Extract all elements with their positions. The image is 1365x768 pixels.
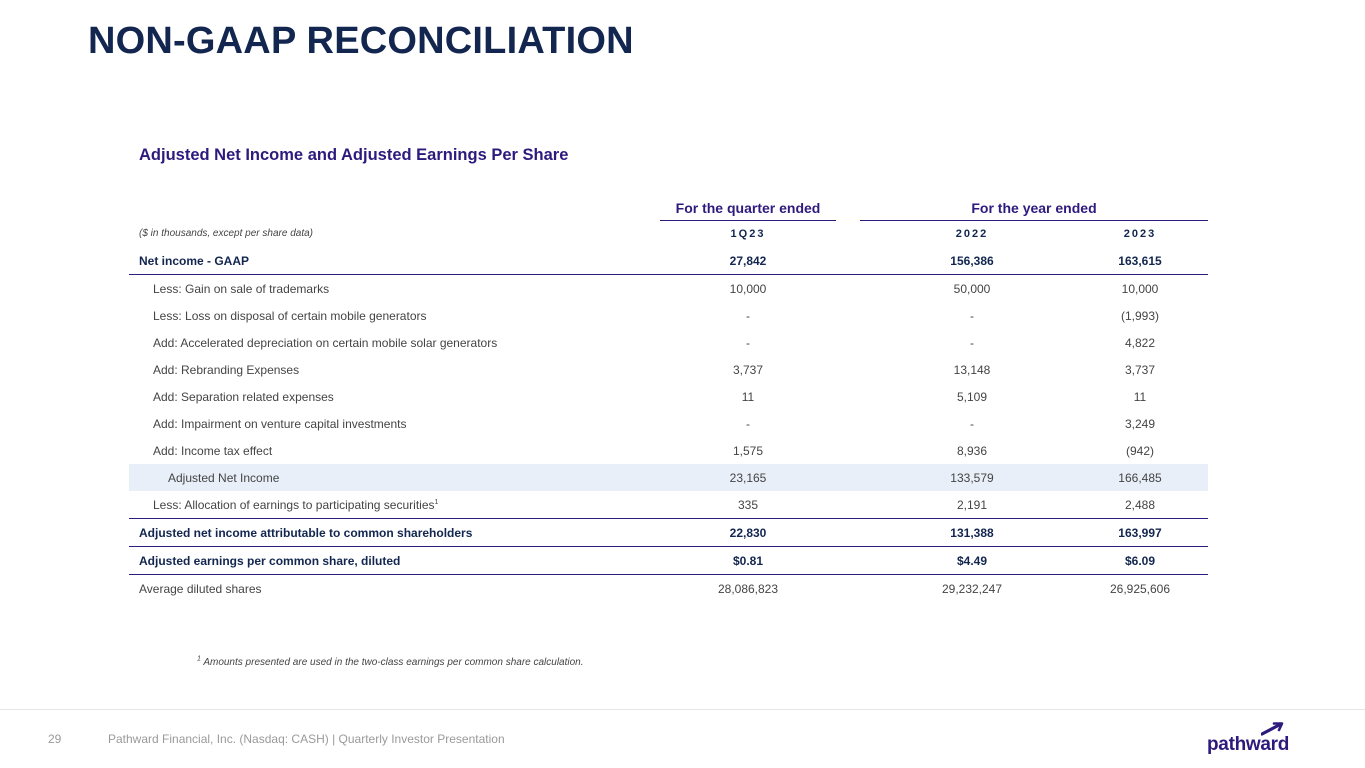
cell-value: 166,485 (1118, 470, 1162, 485)
table-row (129, 275, 1208, 302)
table-row (129, 519, 1208, 547)
cell-value: - (746, 416, 750, 431)
row-label: Adjusted earnings per common share, diluted (139, 553, 401, 568)
cell-value: 10,000 (729, 281, 767, 296)
cell-value: 5,109 (956, 389, 988, 404)
table-row (129, 302, 1208, 329)
cell-value: 13,148 (953, 362, 991, 377)
row-label: Add: Separation related expenses (153, 389, 334, 404)
cell-value: 4,822 (1124, 335, 1156, 350)
cell-value: 10,000 (1121, 281, 1159, 296)
table-row (129, 356, 1208, 383)
pathward-logo (1205, 722, 1297, 756)
table-row (129, 547, 1208, 575)
row-label: Add: Rebranding Expenses (153, 362, 300, 377)
cell-value: 23,165 (729, 470, 767, 485)
units-note: ($ in thousands, except per share data) (139, 228, 313, 239)
row-label: Add: Impairment on venture capital investments (153, 416, 407, 431)
cell-value: 28,086,823 (717, 581, 779, 596)
row-label: Average diluted shares (139, 581, 262, 596)
table-header-row (129, 220, 1208, 247)
cell-value: 8,936 (956, 443, 988, 458)
column-header-2023: 2023 (1123, 227, 1157, 240)
cell-value: 133,579 (950, 470, 994, 485)
footnote-marker: 1 (197, 655, 201, 663)
page-number: 29 (48, 732, 62, 746)
column-header-1q23: 1Q23 (730, 227, 766, 240)
footnote (197, 657, 584, 668)
group-header-year: For the year ended (860, 200, 1208, 221)
cell-value: $4.49 (956, 553, 988, 568)
cell-value: $0.81 (732, 553, 764, 568)
cell-value: (1,993) (1120, 308, 1160, 323)
logo-wordmark: pathward (1207, 734, 1290, 755)
footer-text: Pathward Financial, Inc. (Nasdaq: CASH) | Quarterly Investor Presentation (108, 732, 505, 746)
footer-divider (0, 709, 1365, 710)
footnote-marker: 1 (434, 498, 439, 506)
cell-value: 3,737 (732, 362, 764, 377)
cell-value: - (970, 416, 974, 431)
page-title: NON-GAAP RECONCILIATION (88, 20, 634, 62)
cell-value: 163,997 (1118, 525, 1162, 540)
cell-value: 11 (741, 389, 755, 404)
cell-value: (942) (1125, 443, 1154, 458)
table-row (129, 410, 1208, 437)
table-row (129, 437, 1208, 464)
cell-value: 1,575 (732, 443, 764, 458)
group-header-quarter: For the quarter ended (660, 200, 836, 221)
cell-value: 156,386 (950, 253, 994, 268)
cell-value: 11 (1133, 389, 1147, 404)
table-row (129, 329, 1208, 356)
column-header-2022: 2022 (955, 227, 989, 240)
cell-value: 27,842 (729, 253, 767, 268)
row-label: Net income - GAAP (139, 253, 250, 268)
cell-value: $6.09 (1124, 553, 1156, 568)
cell-value: 3,737 (1124, 362, 1156, 377)
row-label-text: Less: Allocation of earnings to participating securities (153, 497, 435, 512)
cell-value: - (970, 308, 974, 323)
table-row (129, 575, 1208, 602)
footnote-text: Amounts presented are used in the two-class earnings per common share calculation. (200, 657, 584, 668)
row-label: Adjusted Net Income (168, 470, 280, 485)
table-subtitle: Adjusted Net Income and Adjusted Earnings Per Share (139, 146, 569, 164)
cell-value: 131,388 (950, 525, 994, 540)
table-row-subtotal (129, 464, 1208, 491)
row-label: Less: Loss on disposal of certain mobile generators (153, 308, 427, 323)
reconciliation-table (129, 220, 1208, 602)
cell-value: 26,925,606 (1109, 581, 1171, 596)
row-label: Adjusted net income attributable to common shareholders (139, 525, 473, 540)
cell-value: 2,191 (956, 497, 988, 512)
cell-value: 163,615 (1118, 253, 1162, 268)
cell-value: 2,488 (1124, 497, 1156, 512)
cell-value: 29,232,247 (941, 581, 1003, 596)
cell-value: 3,249 (1124, 416, 1156, 431)
table-row (129, 383, 1208, 410)
cell-value: 50,000 (953, 281, 991, 296)
cell-value: 22,830 (729, 525, 767, 540)
cell-value: - (970, 335, 974, 350)
cell-value: - (746, 335, 750, 350)
row-label (153, 498, 438, 512)
table-row (129, 247, 1208, 275)
cell-value: - (746, 308, 750, 323)
row-label: Add: Income tax effect (153, 443, 273, 458)
row-label: Less: Gain on sale of trademarks (153, 281, 330, 296)
table-row (129, 491, 1208, 519)
cell-value: 335 (737, 497, 759, 512)
row-label: Add: Accelerated depreciation on certain mobile solar generators (153, 335, 498, 350)
